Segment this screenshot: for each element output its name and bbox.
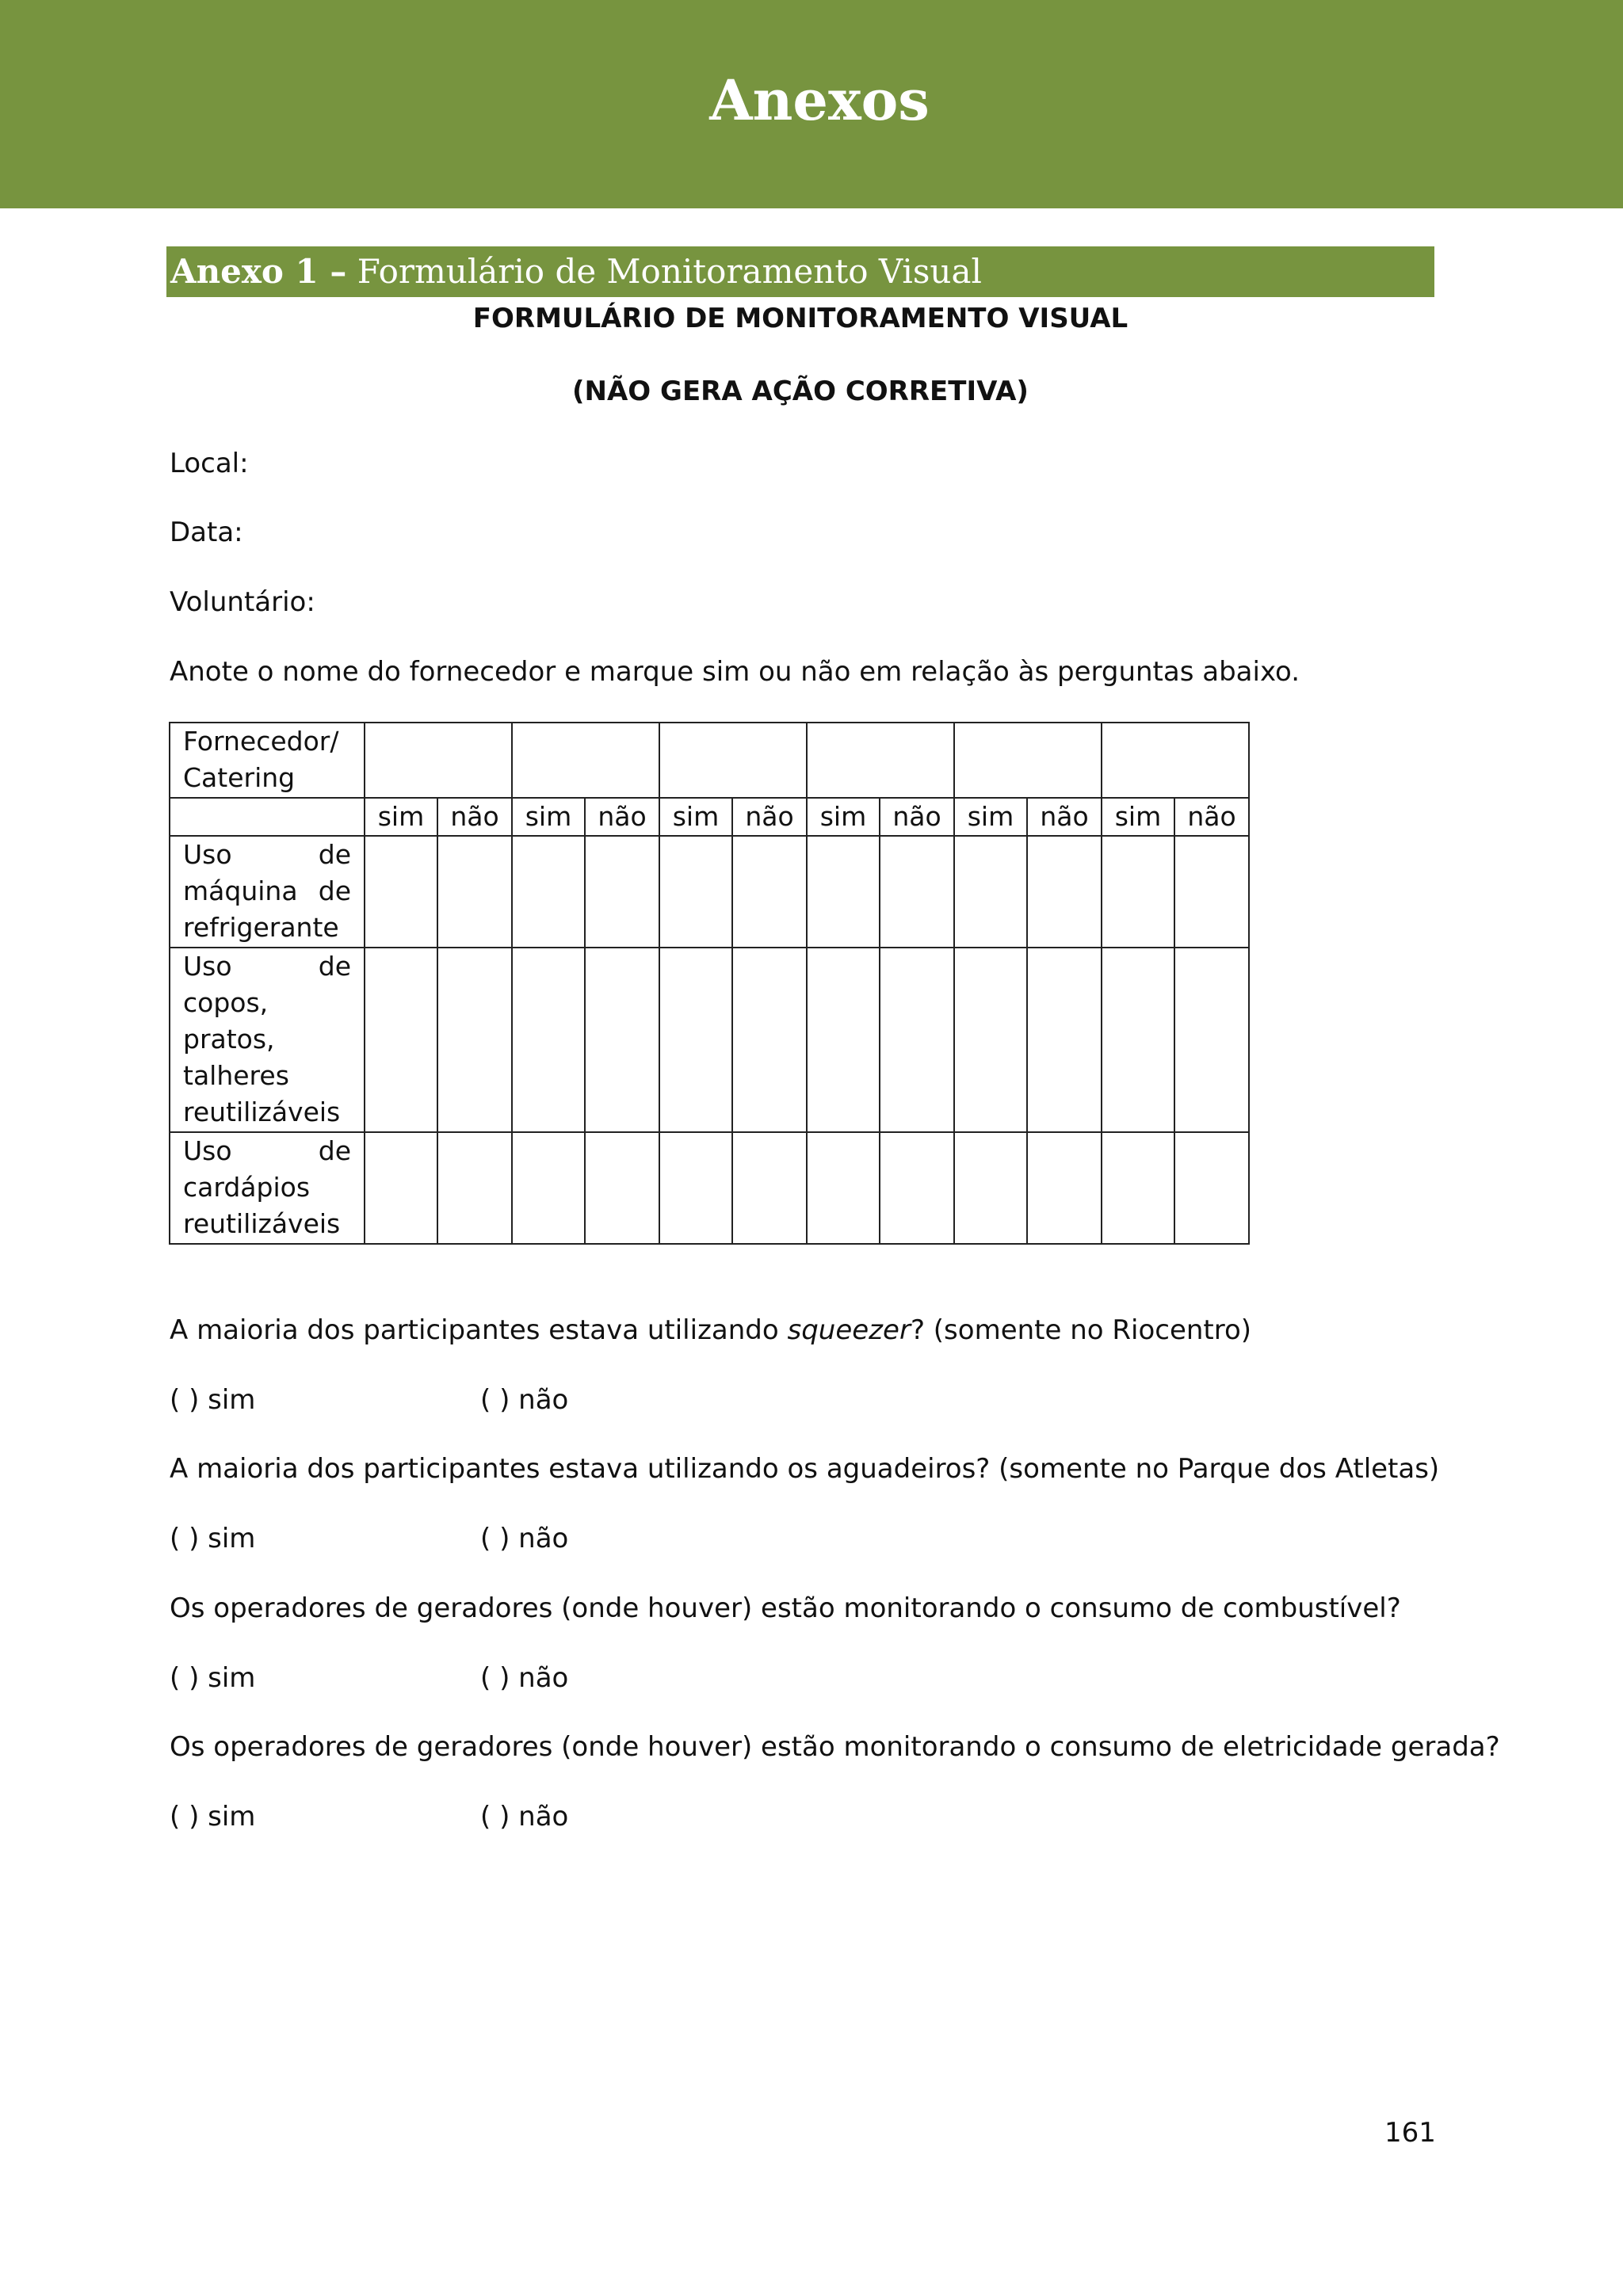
check-cell[interactable] [512,1132,585,1244]
form-subtitle: (NÃO GERA AÇÃO CORRETIVA) [572,376,1029,407]
yes-option[interactable]: ( ) sim [170,1384,256,1416]
date-label: Data: [170,517,243,548]
check-cell[interactable] [365,948,437,1132]
page-title: Anexos [709,67,930,133]
supplier-cell[interactable] [954,723,1102,798]
question-text-part: A maioria dos participantes estava utilizando [170,1314,788,1346]
check-cell[interactable] [659,948,732,1132]
volunteer-label: Voluntário: [170,586,315,618]
question-text-part: Os operadores de geradores (onde houver) estão monitorando o consumo de eletricidade gerada? [170,1731,1500,1763]
supplier-cell[interactable] [659,723,807,798]
check-cell[interactable] [365,1132,437,1244]
check-cell[interactable] [1027,948,1102,1132]
yes-header: sim [807,798,880,836]
question-text-part: A maioria dos participantes estava utilizando os aguadeiros? (somente no Parque dos Atletas) [170,1453,1440,1485]
check-cell[interactable] [880,836,954,948]
row-label: Uso de copos, pratos, talheres reutilizáveis [170,948,365,1132]
empty-cell [170,798,365,836]
check-cell[interactable] [1102,1132,1174,1244]
local-label: Local: [170,448,249,479]
check-cell[interactable] [659,1132,732,1244]
no-header: não [585,798,659,836]
annex-number: Anexo 1 – [170,252,347,291]
check-cell[interactable] [880,1132,954,1244]
check-cell[interactable] [585,948,659,1132]
check-cell[interactable] [732,1132,807,1244]
check-cell[interactable] [807,1132,880,1244]
table-row [170,948,1249,1132]
check-cell[interactable] [954,948,1027,1132]
check-cell[interactable] [732,948,807,1132]
no-header: não [1174,798,1249,836]
supplier-cell[interactable] [807,723,954,798]
yes-option[interactable]: ( ) sim [170,1801,256,1833]
check-cell[interactable] [437,836,512,948]
check-cell[interactable] [1102,948,1174,1132]
check-cell[interactable] [1027,1132,1102,1244]
check-cell[interactable] [585,1132,659,1244]
check-cell[interactable] [807,948,880,1132]
check-cell[interactable] [732,836,807,948]
check-cell[interactable] [585,836,659,948]
check-cell[interactable] [1027,836,1102,948]
row-label: Uso de cardápios reutilizáveis [170,1132,365,1244]
supplier-cell[interactable] [512,723,659,798]
check-cell[interactable] [954,1132,1027,1244]
no-header: não [732,798,807,836]
check-cell[interactable] [954,836,1027,948]
check-cell[interactable] [1174,836,1249,948]
check-cell[interactable] [512,948,585,1132]
annex-name: Formulário de Monitoramento Visual [357,252,982,291]
no-option[interactable]: ( ) não [480,1662,569,1694]
yes-header: sim [954,798,1027,836]
supplier-cell[interactable] [1102,723,1249,798]
question-text-part: Os operadores de geradores (onde houver) estão monitorando o consumo de combustível? [170,1592,1401,1624]
supplier-header: Fornecedor/ Catering [170,723,365,798]
check-cell[interactable] [1174,1132,1249,1244]
page-number: 161 [1384,2117,1436,2149]
yes-header: sim [1102,798,1174,836]
row-label: Uso de máquina de refrigerante [170,836,365,948]
no-header: não [1027,798,1102,836]
check-cell[interactable] [437,948,512,1132]
monitoring-table [169,722,1250,1245]
no-option[interactable]: ( ) não [480,1801,569,1833]
yes-header: sim [365,798,437,836]
check-cell[interactable] [880,948,954,1132]
instruction-text: Anote o nome do fornecedor e marque sim ou não em relação às perguntas abaixo. [170,656,1300,688]
check-cell[interactable] [659,836,732,948]
question-text [170,1313,1251,1348]
yes-header: sim [659,798,732,836]
check-cell[interactable] [807,836,880,948]
no-header: não [437,798,512,836]
no-option[interactable]: ( ) não [480,1384,569,1416]
question-text [170,1451,1439,1486]
annex-heading [166,246,1434,297]
check-cell[interactable] [1102,836,1174,948]
header-banner [0,0,1623,208]
yes-no-header-row [170,798,1249,836]
check-cell[interactable] [365,836,437,948]
supplier-cell[interactable] [365,723,512,798]
question-text [170,1730,1500,1764]
supplier-row [170,723,1249,798]
check-cell[interactable] [437,1132,512,1244]
question-text-part: ? (somente no Riocentro) [910,1314,1252,1346]
yes-option[interactable]: ( ) sim [170,1523,256,1554]
form-title: FORMULÁRIO DE MONITORAMENTO VISUAL [472,303,1128,334]
table-row [170,836,1249,948]
table-row [170,1132,1249,1244]
question-text [170,1591,1401,1626]
no-option[interactable]: ( ) não [480,1523,569,1554]
check-cell[interactable] [1174,948,1249,1132]
yes-option[interactable]: ( ) sim [170,1662,256,1694]
no-header: não [880,798,954,836]
yes-header: sim [512,798,585,836]
check-cell[interactable] [512,836,585,948]
question-emphasis: squeezer [787,1314,911,1346]
